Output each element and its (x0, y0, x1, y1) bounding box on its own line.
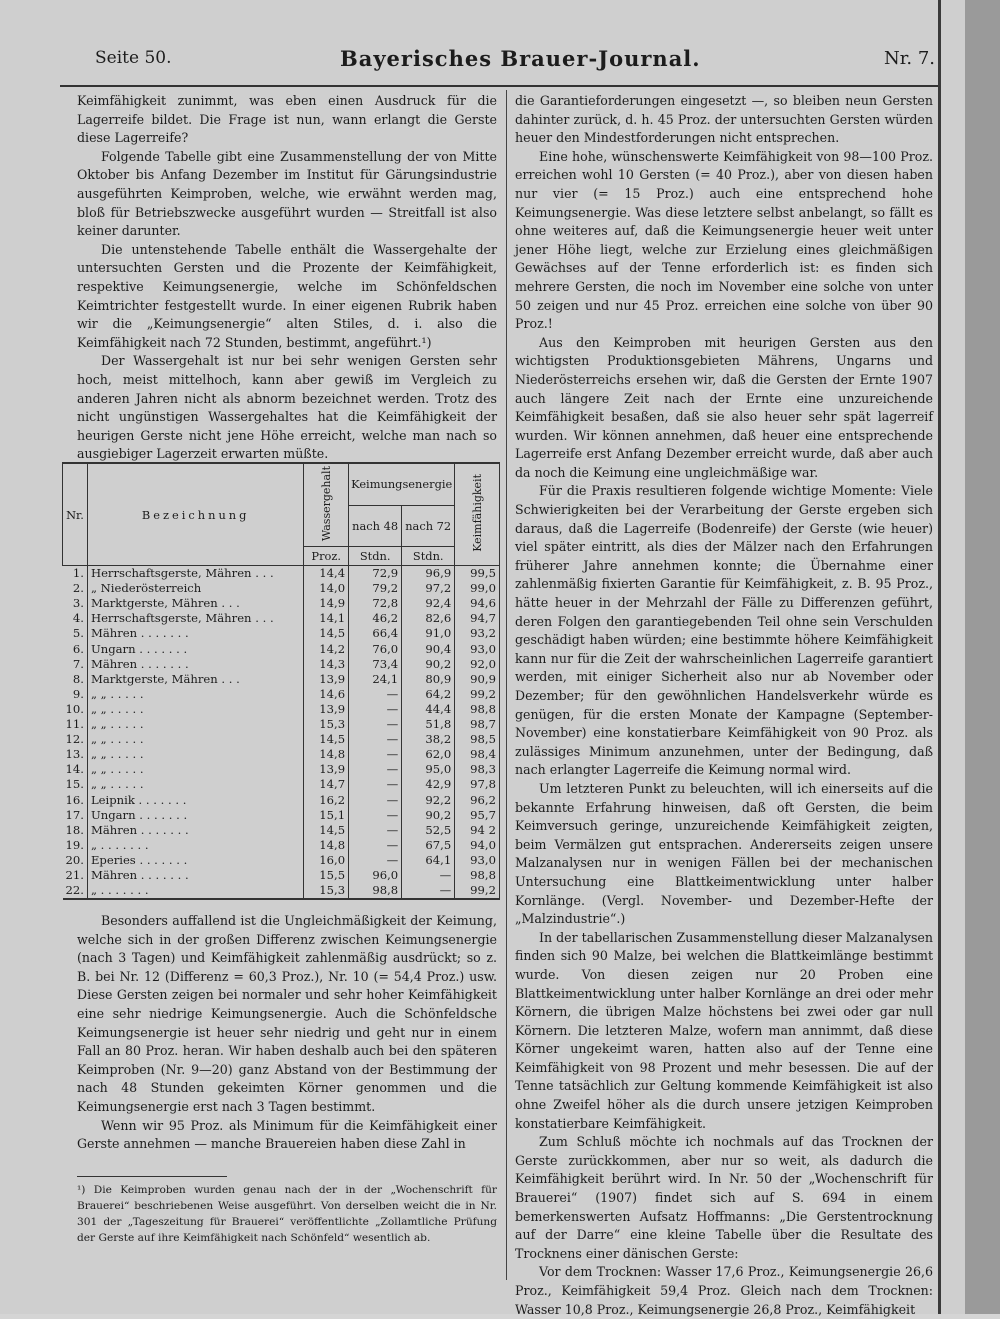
row-energie-72: 97,2 (402, 581, 455, 596)
row-keimf: 99,5 (455, 566, 500, 582)
row-name: Herrschaftsgerste, Mähren . . . (87, 611, 303, 626)
page-header (95, 48, 935, 88)
paragraph: Folgende Tabelle gibt eine Zusammenstellung der von Mitte Oktober bis Anfang Dezember im Institut für Gärungsindustrie ausgeführten Keimproben, welche, wie erwähnt werden mag, bloß für Betriebszwecke ausgeführt wurden — Streitfall ist also keiner darunter. (77, 148, 497, 239)
paragraph: Um letzteren Punkt zu beleuchten, will ich einerseits auf die bekannte Erfahrung hinweisen, daß oft Gersten, die beim Keimversuch geringe, unzureichende Keimfähigkeit zeigten, beim Vermälzen gut entsprachen. Andererseits zeigen unsere Malzanalysen nur in wenigen Fällen bei der mechanischen Untersuchung eine Blattkeimentwicklung unter halber Kornlänge. (Vergl. November- und Dezember-Hefte der „Malzindustrie“.) (515, 780, 933, 927)
row-energie-72: 90,2 (402, 808, 455, 823)
book-spine (965, 0, 1000, 1314)
row-nr: 2. (63, 581, 88, 596)
table-row (63, 566, 500, 582)
row-keimf: 95,7 (455, 808, 500, 823)
row-name: Marktgerste, Mähren . . . (87, 596, 303, 611)
row-name: „ „ . . . . . (87, 732, 303, 747)
col-header-72: nach 72 (402, 505, 455, 546)
paragraph: Eine hohe, wünschenswerte Keimfähigkeit von 98—100 Proz. erreichen wohl 10 Gersten (= 40 Proz.), aber von diesen haben nur vier (= 15 Proz.) auch eine entsprechend hohe Keimungsenergie. Was diese letztere selbst anbelangt, so fällt es ohne weiteres auf, daß die Keimungsenergie heuer weit unter jener Höhe liegt, welche zur Erzielung eines gleichmäßigen Gewächses auf der Tenne erforderlich ist: es finden sich mehrere Gersten, die noch im November eine solche von unter 50 zeigen und nur 45 Proz. erreichen eine solche von über 90 Proz.! (515, 148, 933, 332)
row-keimf: 97,8 (455, 777, 500, 792)
row-keimf: 92,0 (455, 657, 500, 672)
row-energie-72: 44,4 (402, 702, 455, 717)
col-header-48: nach 48 (349, 505, 402, 546)
col-header-wasser: Wassergehalt (304, 463, 349, 547)
column-divider (506, 90, 507, 460)
row-energie-72: 64,2 (402, 687, 455, 702)
row-wasser: 15,5 (304, 868, 349, 883)
row-energie-72: 67,5 (402, 838, 455, 853)
row-energie-72: 51,8 (402, 717, 455, 732)
row-nr: 14. (63, 762, 88, 777)
row-nr: 12. (63, 732, 88, 747)
row-energie-72: 96,9 (402, 566, 455, 582)
col-unit-proz: Proz. (304, 547, 349, 566)
row-name: „ „ . . . . . (87, 717, 303, 732)
paragraph: Zum Schluß möchte ich nochmals auf das Trocknen der Gerste zurückkommen, aber nur so weit, als dadurch die Keimfähigkeit berührt wird. In Nr. 50 der „Wochenschrift für Brauerei“ (1907) findet sich auf S. 694 in einem bemerkenswerten Aufsatz Hoffmanns: „Die Gerstentrocknung auf der Darre“ eine kleine Tabelle über die Resultate des Trocknens einer dänischen Gerste: (515, 1134, 933, 1261)
row-name: „ . . . . . . . (87, 838, 303, 853)
row-name: Mähren . . . . . . . (87, 823, 303, 838)
row-name: Ungarn . . . . . . . (87, 808, 303, 823)
row-energie-48: — (349, 762, 402, 777)
row-wasser: 15,1 (304, 808, 349, 823)
row-wasser: 14,0 (304, 581, 349, 596)
row-keimf: 93,0 (455, 853, 500, 868)
row-keimf: 98,4 (455, 747, 500, 762)
row-energie-72: 80,9 (402, 672, 455, 687)
row-energie-48: — (349, 732, 402, 747)
table-row (63, 717, 500, 732)
row-keimf: 94 2 (455, 823, 500, 838)
row-energie-72: 90,4 (402, 642, 455, 657)
row-nr: 21. (63, 868, 88, 883)
row-nr: 4. (63, 611, 88, 626)
row-nr: 17. (63, 808, 88, 823)
table-row (63, 823, 500, 838)
row-name: Ungarn . . . . . . . (87, 642, 303, 657)
row-name: Mähren . . . . . . . (87, 657, 303, 672)
row-wasser: 14,3 (304, 657, 349, 672)
row-energie-72: 52,5 (402, 823, 455, 838)
row-wasser: 14,1 (304, 611, 349, 626)
table-row (63, 747, 500, 762)
column-divider-lower (506, 460, 507, 1280)
row-keimf: 98,5 (455, 732, 500, 747)
row-nr: 6. (63, 642, 88, 657)
table-row (63, 808, 500, 823)
paragraph: die Garantieforderungen eingesetzt —, so bleiben neun Gersten dahinter zurück, d. h. 45 Proz. der untersuchten Gersten würden heuer den Mindestforderungen nicht entsprechen. (515, 93, 933, 146)
row-name: Mähren . . . . . . . (87, 868, 303, 883)
left-column-bottom (77, 912, 497, 1154)
row-energie-48: 72,9 (349, 566, 402, 582)
table-row (63, 642, 500, 657)
table-row (63, 702, 500, 717)
row-wasser: 15,3 (304, 883, 349, 899)
row-energie-48: — (349, 793, 402, 808)
row-energie-48: — (349, 702, 402, 717)
germination-table (62, 462, 500, 900)
row-keimf: 96,2 (455, 793, 500, 808)
row-keimf: 90,9 (455, 672, 500, 687)
row-energie-48: 73,4 (349, 657, 402, 672)
row-nr: 15. (63, 777, 88, 792)
row-energie-72: 92,4 (402, 596, 455, 611)
page-number: Seite 50. (95, 48, 172, 68)
row-energie-48: — (349, 823, 402, 838)
row-name: „ „ . . . . . (87, 777, 303, 792)
paragraph: Der Wassergehalt ist nur bei sehr wenigen Gersten sehr hoch, meist mittelhoch, kann aber gewiß im Vergleich zu anderen Jahren nicht als abnorm bezeichnet werden. Trotz des nicht ungünstigen Wassergehaltes hat die Keimfähigkeit der heurigen Gerste nicht jene Höhe erreicht, welche man nach so ausgiebiger Lagerzeit erwarten müßte. (77, 353, 497, 462)
row-wasser: 14,5 (304, 823, 349, 838)
row-wasser: 15,3 (304, 717, 349, 732)
row-nr: 19. (63, 838, 88, 853)
row-keimf: 98,7 (455, 717, 500, 732)
row-nr: 5. (63, 626, 88, 641)
row-wasser: 14,7 (304, 777, 349, 792)
issue-number: Nr. 7. (884, 48, 935, 69)
paragraph: Für die Praxis resultieren folgende wichtige Momente: Viele Schwierigkeiten bei der Verarbeitung der Gerste ergeben sich daraus, daß die Lagerreife (Bodenreife) der Gerste (wie heuer) viel später eintritt, als dies der Mälzer nach den Erfahrungen früherer Jahre annehmen konnte; die Übernahme einer zahlenmäßig fixierten Garantie für Keimfähigkeit, z. B. 95 Proz., hätte heuer in der Mehrzahl der Fälle zu Differenzen geführt, deren Folgen den garantiegebenden Teil ohne sein Verschulden geschädigt haben würden; eine bestimmte höhere Keimfähigkeit kann nur für die Zeit der wahrscheinlichen Lagerreife garantiert werden, mit einiger Sicherheit also nur ab November oder Dezember; für den gewöhnlichen Handelsverkehr würde es genügen, für die ersten Monate der Kampagne (September-November) eine konstatierbare Keimfähigkeit von 90 Proz. als zulässiges Minimum anzunehmen, unter der Bedingung, daß nach erlangter Lagerreife die Keimung normal wird. (515, 483, 933, 778)
row-wasser: 16,2 (304, 793, 349, 808)
row-keimf: 99,0 (455, 581, 500, 596)
row-energie-48: 98,8 (349, 883, 402, 899)
row-nr: 7. (63, 657, 88, 672)
row-energie-72: 92,2 (402, 793, 455, 808)
row-energie-72: 62,0 (402, 747, 455, 762)
paragraph: Besonders auffallend ist die Ungleichmäßigkeit der Keimung, welche sich in der großen Differenz zwischen Keimungsenergie (nach 3 Tagen) und Keimfähigkeit zahlenmäßig ausdrückt; so z. B. bei Nr. 12 (Differenz = 60,3 Proz.), Nr. 10 (= 54,4 Proz.) usw. Diese Gersten zeigen bei normaler und sehr hoher Keimfähigkeit eine sehr niedrige Keimungsenergie. Auch die Schönfeldsche Keimungsenergie ist heuer sehr niedrig und geht nur in einem Fall an 80 Proz. heran. Wir haben deshalb auch bei den späteren Keimproben (Nr. 9—20) ganz Abstand von der Bestimmung der nach 48 Stunden gekeimten Körner genommen und die Keimungsenergie erst nach 3 Tagen bestimmt. (77, 913, 497, 1114)
paragraph: Vor dem Trocknen: Wasser 17,6 Proz., Keimungsenergie 26,6 Proz., Keimfähigkeit 59,4 Proz. Gleich nach dem Trocknen: Wasser 10,8 Proz., Keimungsenergie 26,8 Proz., Keimfähigkeit (515, 1264, 933, 1317)
paragraph: Aus den Keimproben mit heurigen Gersten aus den wichtigsten Produktionsgebieten Mährens, Ungarns und Niederösterreichs ersehen wir, daß die Gersten der Ernte 1907 auch längere Zeit nach der Ernte eine unzureichende Keimfähigkeit besaßen, daß sie also heuer sehr spät lagerreif wurden. Wir können annehmen, daß heuer eine entsprechende Lagerreife erst Anfang Dezember erreicht wurde, daß aber auch da noch die Keimung eine ungleichmäßige war. (515, 334, 933, 480)
row-energie-48: 66,4 (349, 626, 402, 641)
row-energie-48: — (349, 777, 402, 792)
row-name: „ Niederösterreich (87, 581, 303, 596)
row-wasser: 13,9 (304, 762, 349, 777)
paragraph: Wenn wir 95 Proz. als Minimum für die Keimfähigkeit einer Gerste annehmen — manche Brauereien haben diese Zahl in (77, 1117, 497, 1152)
row-energie-48: 24,1 (349, 672, 402, 687)
table-row (63, 672, 500, 687)
row-name: „ „ . . . . . (87, 762, 303, 777)
row-nr: 16. (63, 793, 88, 808)
row-energie-48: 46,2 (349, 611, 402, 626)
paragraph: Die untenstehende Tabelle enthält die Wassergehalte der untersuchten Gersten und die Prozente der Keimfähigkeit, respektive Keimungsenergie, welche im Schönfeldschen Keimtrichter festgestellt wurde. In einer eigenen Rubrik haben wir die „Keimungsenergie“ alten Stiles, d. i. also die Keimfähigkeit nach 72 Stunden, bestimmt, angeführt.¹) (77, 241, 497, 350)
row-wasser: 16,0 (304, 853, 349, 868)
row-nr: 8. (63, 672, 88, 687)
row-keimf: 98,8 (455, 702, 500, 717)
row-energie-48: — (349, 687, 402, 702)
row-keimf: 99,2 (455, 883, 500, 899)
table-row (63, 687, 500, 702)
table-row (63, 853, 500, 868)
row-energie-48: — (349, 808, 402, 823)
table-row (63, 838, 500, 853)
paragraph: Keimfähigkeit zunimmt, was eben einen Ausdruck für die Lagerreife bildet. Die Frage ist nun, wann erlangt die Gerste diese Lagerreife? (77, 93, 497, 146)
journal-title: Bayerisches Brauer-Journal. (340, 46, 701, 71)
row-nr: 3. (63, 596, 88, 611)
row-energie-72: 82,6 (402, 611, 455, 626)
table-row (63, 626, 500, 641)
page-edge (938, 0, 941, 1314)
row-energie-48: — (349, 747, 402, 762)
row-nr: 1. (63, 566, 88, 582)
table-row (63, 581, 500, 596)
row-nr: 20. (63, 853, 88, 868)
header-rule (60, 85, 938, 87)
row-name: Mähren . . . . . . . (87, 626, 303, 641)
row-keimf: 93,2 (455, 626, 500, 641)
table-row (63, 732, 500, 747)
row-keimf: 94,0 (455, 838, 500, 853)
row-name: „ „ . . . . . (87, 747, 303, 762)
row-keimf: 98,3 (455, 762, 500, 777)
footnote-rule (77, 1176, 227, 1177)
row-energie-72: — (402, 868, 455, 883)
row-energie-72: 64,1 (402, 853, 455, 868)
row-wasser: 14,6 (304, 687, 349, 702)
row-keimf: 98,8 (455, 868, 500, 883)
row-energie-48: 79,2 (349, 581, 402, 596)
row-name: Herrschaftsgerste, Mähren . . . (87, 566, 303, 582)
left-column-top (77, 92, 497, 464)
row-wasser: 13,9 (304, 702, 349, 717)
row-wasser: 14,8 (304, 838, 349, 853)
row-nr: 10. (63, 702, 88, 717)
col-unit-stdn-72: Stdn. (402, 547, 455, 566)
table-row (63, 793, 500, 808)
row-energie-48: — (349, 717, 402, 732)
row-nr: 13. (63, 747, 88, 762)
table-row (63, 868, 500, 883)
row-wasser: 14,9 (304, 596, 349, 611)
row-nr: 22. (63, 883, 88, 899)
row-name: Eperies . . . . . . . (87, 853, 303, 868)
row-name: „ „ . . . . . (87, 687, 303, 702)
row-energie-48: — (349, 838, 402, 853)
row-keimf: 99,2 (455, 687, 500, 702)
col-header-keimf: Keimfähigkeit (455, 463, 500, 566)
col-header-name: Bezeichnung (87, 463, 303, 566)
table-row (63, 777, 500, 792)
footnote: ¹) Die Keimproben wurden genau nach der in der „Wochenschrift für Brauerei“ beschriebenen Weise ausgeführt. Von derselben weicht die in Nr. 301 der „Tageszeitung für Brauerei“ veröffentlichte „Zollamtliche Prüfung der Gerste auf ihre Keimfähigkeit nach Schönfeld“ wesentlich ab. (77, 1184, 497, 1244)
row-nr: 18. (63, 823, 88, 838)
row-name: Leipnik . . . . . . . (87, 793, 303, 808)
right-column (515, 92, 933, 1319)
row-keimf: 93,0 (455, 642, 500, 657)
col-header-energie: Keimungsenergie (349, 463, 455, 505)
row-wasser: 14,5 (304, 732, 349, 747)
row-keimf: 94,7 (455, 611, 500, 626)
table-row (63, 762, 500, 777)
row-nr: 9. (63, 687, 88, 702)
row-energie-72: 42,9 (402, 777, 455, 792)
row-energie-72: 90,2 (402, 657, 455, 672)
row-name: „ . . . . . . . (87, 883, 303, 899)
row-energie-72: 91,0 (402, 626, 455, 641)
row-wasser: 14,8 (304, 747, 349, 762)
row-name: Marktgerste, Mähren . . . (87, 672, 303, 687)
row-wasser: 14,5 (304, 626, 349, 641)
row-wasser: 14,2 (304, 642, 349, 657)
col-header-nr: Nr. (63, 463, 88, 566)
table-row (63, 596, 500, 611)
table-row (63, 883, 500, 899)
row-energie-48: 96,0 (349, 868, 402, 883)
row-energie-48: 76,0 (349, 642, 402, 657)
row-wasser: 14,4 (304, 566, 349, 582)
row-energie-48: 72,8 (349, 596, 402, 611)
table-row (63, 611, 500, 626)
row-energie-48: — (349, 853, 402, 868)
row-energie-72: 38,2 (402, 732, 455, 747)
table-row (63, 657, 500, 672)
row-wasser: 13,9 (304, 672, 349, 687)
row-energie-72: — (402, 883, 455, 899)
row-name: „ „ . . . . . (87, 702, 303, 717)
col-unit-stdn-48: Stdn. (349, 547, 402, 566)
row-nr: 11. (63, 717, 88, 732)
paragraph: In der tabellarischen Zusammenstellung dieser Malzanalysen finden sich 90 Malze, bei welchen die Blattkeimlänge bestimmt wurde. Von diesen zeigen nur 20 Proben eine Blattkeimentwicklung unter halber Kornlänge an drei oder mehr Körnern, die übrigen Malze höchstens bei zwei oder gar null Körnern. Die letzteren Malze, wofern man annimmt, daß diese Körner ungekeimt waren, hatten also auf der Tenne eine Keimfähigkeit von 98 Prozent und mehr besessen. Die auf der Tenne tatsächlich zur Geltung kommende Keimfähigkeit ist also ohne Zweifel höher als die durch unsere jetzigen Keimproben konstatierbare Keimfähigkeit. (515, 929, 933, 1131)
row-energie-72: 95,0 (402, 762, 455, 777)
row-keimf: 94,6 (455, 596, 500, 611)
